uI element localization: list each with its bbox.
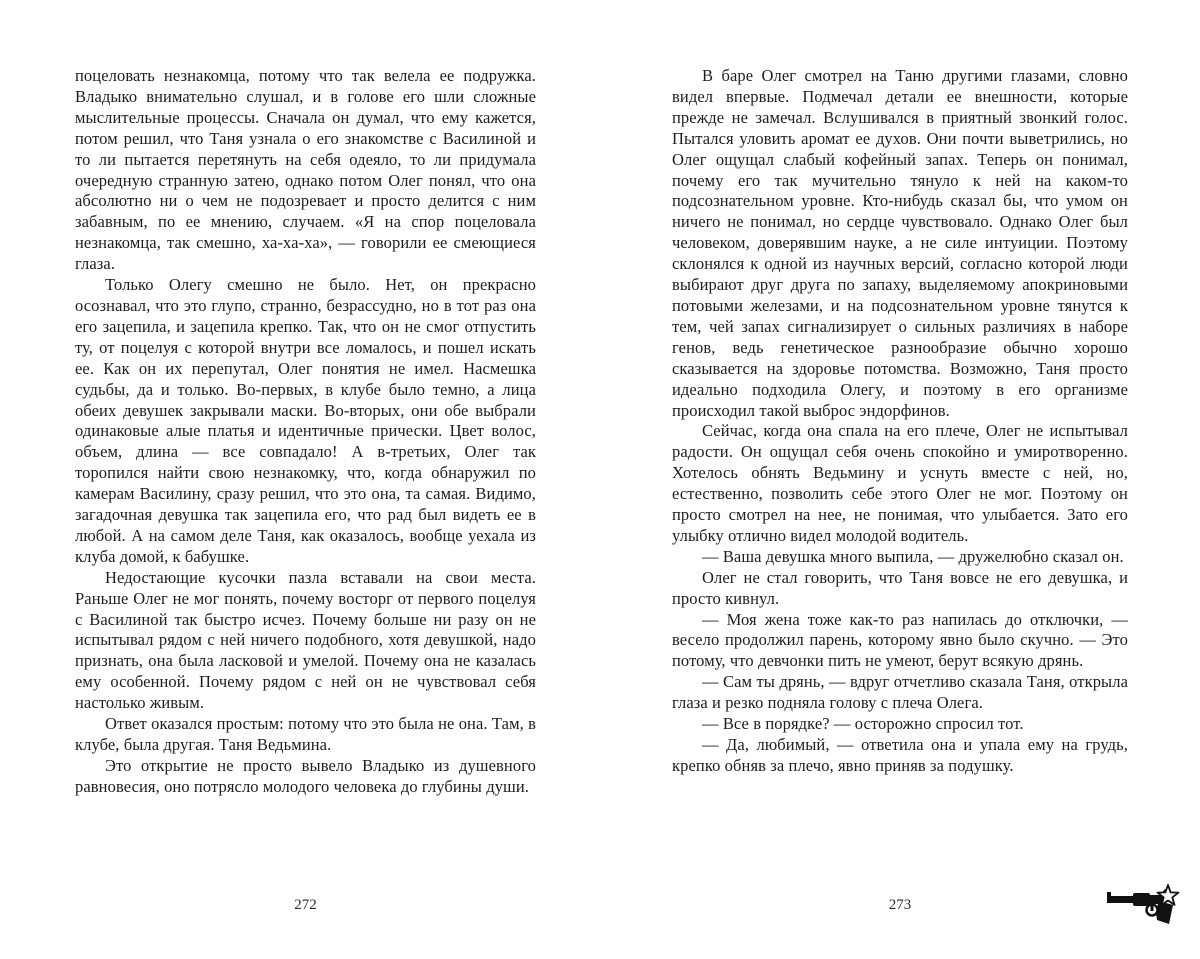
revolver-icon: [1106, 884, 1184, 928]
paragraph: Недостающие кусочки пазла вставали на свои места. Раньше Олег не мог понять, почему восторг от первого поцелуя с Василиной так быстро исчез. Почему больше ни разу он не испытывал рядом с ней ничего подобного, хотя девушкой, надо признать, она была ласковой и умелой. Почему она не казалась ему особенной. Почему рядом с ней он не чувствовал себя настолько живым.: [75, 567, 536, 713]
page-left-text: [75, 66, 536, 798]
page-right-text: [672, 66, 1128, 777]
paragraph: — Моя жена тоже как-то раз напилась до отключки, — весело продолжил парень, которому явно было скучно. — Это потому, что девчонки пить не умеют, берут всякую дрянь.: [672, 609, 1128, 671]
paragraph: Это открытие не просто вывело Владыко из душевного равновесия, оно потрясло молодого человека до глубины души.: [75, 755, 536, 796]
paragraph: В баре Олег смотрел на Таню другими глазами, словно видел впервые. Подмечал детали ее внешности, которые прежде не замечал. Вслушивался в приятный звонкий голос. Пытался уловить аромат ее духов. Они почти выветрились, но Олег ощущал слабый кофейный запах. Теперь он понимал, почему его так мучительно тянуло к ней на каком-то подсознательном уровне. Кто-нибудь сказал бы, что умом он ничего не понимал, но сердце чувствовало. Однако Олег был человеком, доверявшим науке, а не силе интуиции. Поэтому склонялся к одной из научных версий, согласно которой люди выбирают друг друга по запаху, выделяемому апокриновыми потовыми железами, и на подсознательном уровне тянутся к тем, чей запах сигнализирует о сильных различиях в наборе генов, ведь генетическое разнообразие обычно хорошо сказывается на здоровье потомства. Возможно, Таня просто идеально подходила Олегу, и поэтому в его организме происходил такой выброс эндорфинов.: [672, 66, 1128, 420]
paragraph: — Да, любимый, — ответила она и упала ему на грудь, крепко обняв за плечо, явно приняв за подушку.: [672, 735, 1128, 775]
paragraph: — Сам ты дрянь, — вдруг отчетливо сказала Таня, открыла глаза и резко подняла голову с плеча Олега.: [672, 672, 1128, 713]
page-number-right: 273: [888, 897, 912, 913]
page-number-left: 272: [294, 897, 317, 913]
paragraph: поцеловать незнакомца, потому что так велела ее подружка. Владыко внимательно слушал, и в голове его шли сложные мыслительные процессы. Сначала он думал, что ему кажется, потом решил, что Таня узнала о его знакомстве с Василиной и то ли пытается перетянуть на себя одеяло, то ли придумала очередную странную затею, однако потом Олег понял, что она абсолютно ни о чем не подозревает и просто делится с ним забавным, по ее мнению, случаем. «Я на спор поцеловала незнакомца, так смешно, ха-ха-ха», — говорили ее смеющиеся глаза.: [75, 66, 536, 274]
paragraph: — Все в порядке? — осторожно спросил тот.: [702, 714, 1024, 734]
paragraph: Ответ оказался простым: потому что это была не она. Там, в клубе, была другая. Таня Ведьмина.: [75, 714, 536, 754]
paragraph: Только Олегу смешно не было. Нет, он прекрасно осознавал, что это глупо, странно, безрассудно, но в тот раз она его зацепила, и зацепила крепко. Так, что он не смог отпустить ту, от поцелуя с которой внутри все ломалось, и пошел искать ее. Как он их перепутал, Олег понятия не имел. Насмешка судьбы, да и только. Во-первых, в клубе было темно, а лица обеих девушек закрывали маски. Во-вторых, они обе выбрали одинаковые алые платья и идентичные прически. Цвет волос, объем, длина — все совпадало! А в-третьих, Олег так торопился найти свою незнакомку, что, когда обнаружил по камерам Василину, сразу решил, что это она, та самая. Видимо, загадочная девушка так зацепила его, что рад был видеть ее в любой. А на самом деле Таня, как оказалось, вообще уехала из клуба домой, к бабушке.: [75, 275, 536, 566]
paragraph: — Ваша девушка много выпила, — дружелюбно сказал он.: [702, 546, 1124, 566]
paragraph: Сейчас, когда она спала на его плече, Олег не испытывал радости. Он ощущал себя очень спокойно и умиротворенно. Хотелось обнять Ведьмину и уснуть вместе с ней, но, естественно, позволить себе этого Олег не мог. Поэтому он просто смотрел на нее, не понимая, что улыбается. Зато его улыбку отлично видел молодой водитель.: [672, 421, 1128, 545]
paragraph: Олег не стал говорить, что Таня вовсе не его девушка, и просто кивнул.: [672, 567, 1128, 608]
